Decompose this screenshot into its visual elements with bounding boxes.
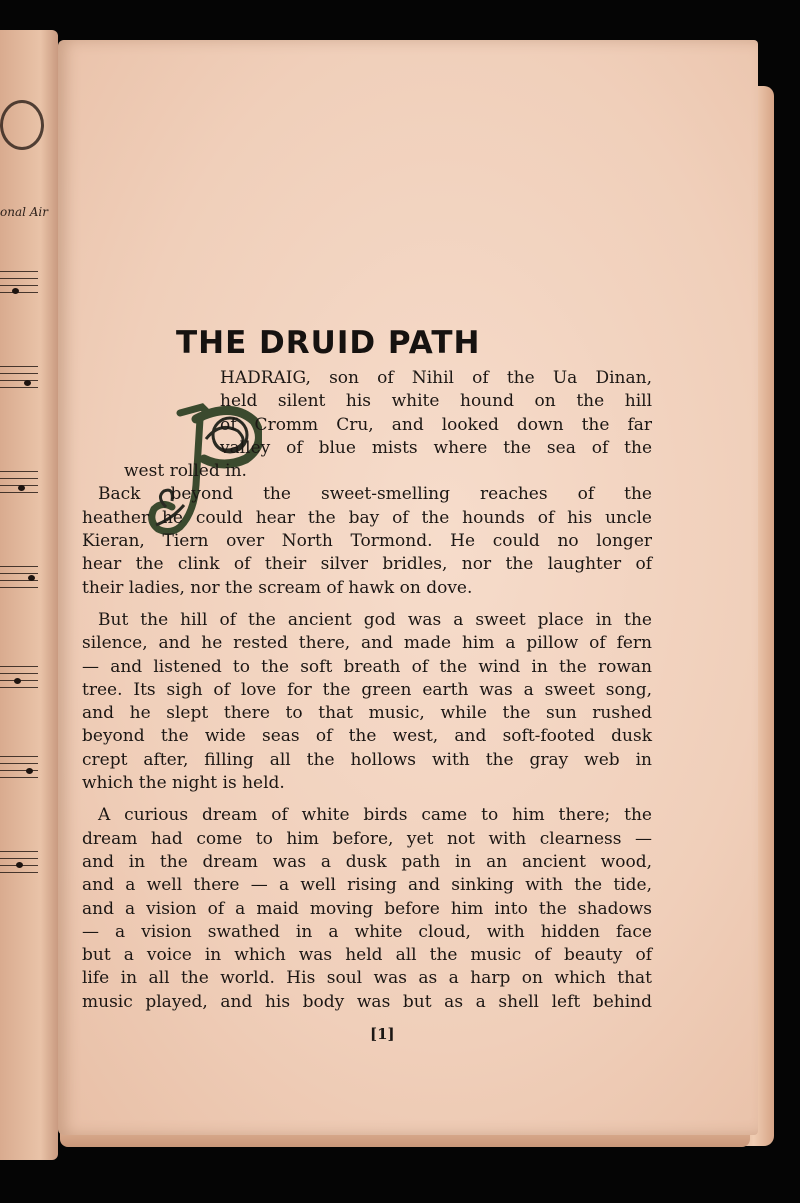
music-staff <box>0 750 38 784</box>
text-line: life in all the world. His soul was as a harp on which that <box>82 968 652 989</box>
music-note-icon <box>26 768 33 774</box>
paragraph <box>82 609 652 795</box>
text-line: silence, and he rested there, and made him a pillow of fern <box>82 633 652 654</box>
paragraph <box>82 367 652 483</box>
text-line: — a vision swathed in a white cloud, with hidden face <box>82 921 652 942</box>
text-line: crept after, filling all the hollows with the gray web in <box>82 749 652 770</box>
celtic-knot-ornament-icon <box>0 100 44 150</box>
left-page-caption: onal Air <box>0 205 48 219</box>
text-line: beyond the wide seas of the west, and soft-footed dusk <box>82 726 652 747</box>
text-line: hear the clink of their silver bridles, nor the laughter of <box>82 554 652 575</box>
music-note-icon <box>24 380 31 386</box>
text-line: west rolled in. <box>124 461 247 482</box>
music-note-icon <box>14 678 21 684</box>
chapter-title: THE DRUID PATH <box>176 325 481 361</box>
music-staff <box>0 360 38 394</box>
text-line: tree. Its sigh of love for the green earth was a sweet song, <box>82 679 652 700</box>
music-note-icon <box>12 288 19 294</box>
music-note-icon <box>28 575 35 581</box>
left-facing-page <box>0 30 58 1160</box>
paragraph <box>82 483 652 599</box>
text-line: — and listened to the soft breath of the wind in the rowan <box>82 656 652 677</box>
body-text <box>82 367 652 1014</box>
music-note-icon <box>16 862 23 868</box>
text-line: and a vision of a maid moving before him into the shadows <box>82 898 652 919</box>
music-note-icon <box>18 485 25 491</box>
text-line: held silent his white hound on the hill <box>220 391 652 412</box>
text-line: and he slept there to that music, while the sun rushed <box>82 703 652 724</box>
text-line: their ladies, nor the scream of hawk on dove. <box>82 577 473 598</box>
text-line: which the night is held. <box>82 773 285 794</box>
paragraph <box>82 804 652 1014</box>
text-line: HADRAIG, son of Nihil of the Ua Dinan, <box>220 368 652 388</box>
text-line: dream had come to him before, yet not with clearness — <box>82 828 652 849</box>
text-line: but a voice in which was held all the music of beauty of <box>82 945 652 966</box>
text-line: Kieran, Tiern over North Tormond. He could no longer <box>82 531 652 552</box>
music-staff <box>0 265 38 299</box>
music-staff <box>0 660 38 694</box>
show-through-text <box>188 160 648 220</box>
text-line: Back beyond the sweet-smelling reaches of the <box>98 484 652 505</box>
text-line: of Cromm Cru, and looked down the far <box>220 414 652 435</box>
text-line: and in the dream was a dusk path in an ancient wood, <box>82 851 652 872</box>
book-page <box>58 40 758 1135</box>
text-line: valley of blue mists where the sea of the <box>220 437 652 458</box>
text-line: A curious dream of white birds came to him there; the <box>98 805 652 826</box>
page-number: [1] <box>370 1025 395 1043</box>
text-line: heather he could hear the bay of the hounds of his uncle <box>82 507 652 528</box>
text-line: But the hill of the ancient god was a sweet place in the <box>98 609 652 630</box>
text-line: and a well there — a well rising and sinking with the tide, <box>82 875 652 896</box>
music-staff <box>0 465 38 499</box>
text-line: music played, and his body was but as a shell left behind <box>82 991 652 1012</box>
